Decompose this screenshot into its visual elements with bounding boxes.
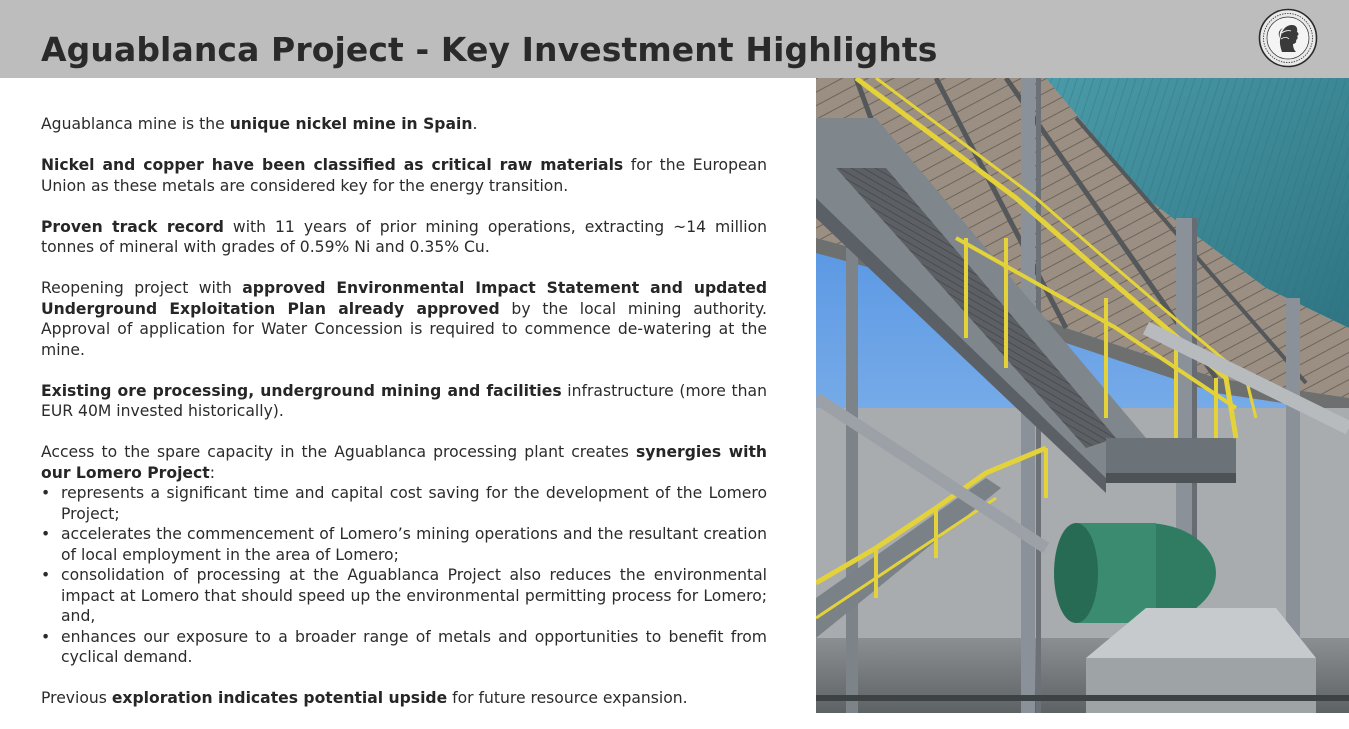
highlight-track-record: Proven track record with 11 years of prior mining operations, extracting ~14 million tonnes of mineral with grades of 0.59% Ni and 0.35% Cu. [41, 217, 767, 256]
highlights-text [41, 114, 767, 729]
list-item: • enhances our exposure to a broader range of metals and opportunities to benefit from cyclical demand. [41, 627, 767, 668]
header-bar [0, 0, 1349, 78]
highlight-critical-materials: Nickel and copper have been classified as critical raw materials for the European Union as these metals are considered key for the energy transition. [41, 156, 767, 195]
list-item: • accelerates the commencement of Lomero’s mining operations and the resultant creation of local employment in the area of Lomero; [41, 524, 767, 565]
list-item: • represents a significant time and capital cost saving for the development of the Lomero Project; [41, 483, 767, 524]
synergy-bullet-list [41, 483, 767, 668]
plant-photo [816, 78, 1349, 713]
list-item: • consolidation of processing at the Aguablanca Project also reduces the environmental impact at Lomero that should speed up the environmental permitting process for Lomero; and, [41, 565, 767, 627]
plant-photo-illustration [816, 78, 1349, 713]
highlight-exploration-upside: Previous exploration indicates potential upside for future resource expansion. [41, 689, 688, 707]
coin-portrait-logo-icon [1258, 8, 1318, 68]
highlight-synergies: Access to the spare capacity in the Aguablanca processing plant creates synergies with our Lomero Project: [41, 443, 768, 482]
highlight-existing-infrastructure: Existing ore processing, underground mining and facilities infrastructure (more than EUR 40M invested historically). [41, 381, 767, 420]
highlight-reopening-project: Reopening project with approved Environmental Impact Statement and updated Underground Exploitation Plan already approved by the local mining authority. Approval of application for Water Concession is required to commence de-watering at the mine. [41, 279, 767, 359]
highlight-unique-mine: Aguablanca mine is the unique nickel mine in Spain. [41, 115, 478, 133]
page-title: Aguablanca Project - Key Investment Highlights [41, 30, 938, 69]
